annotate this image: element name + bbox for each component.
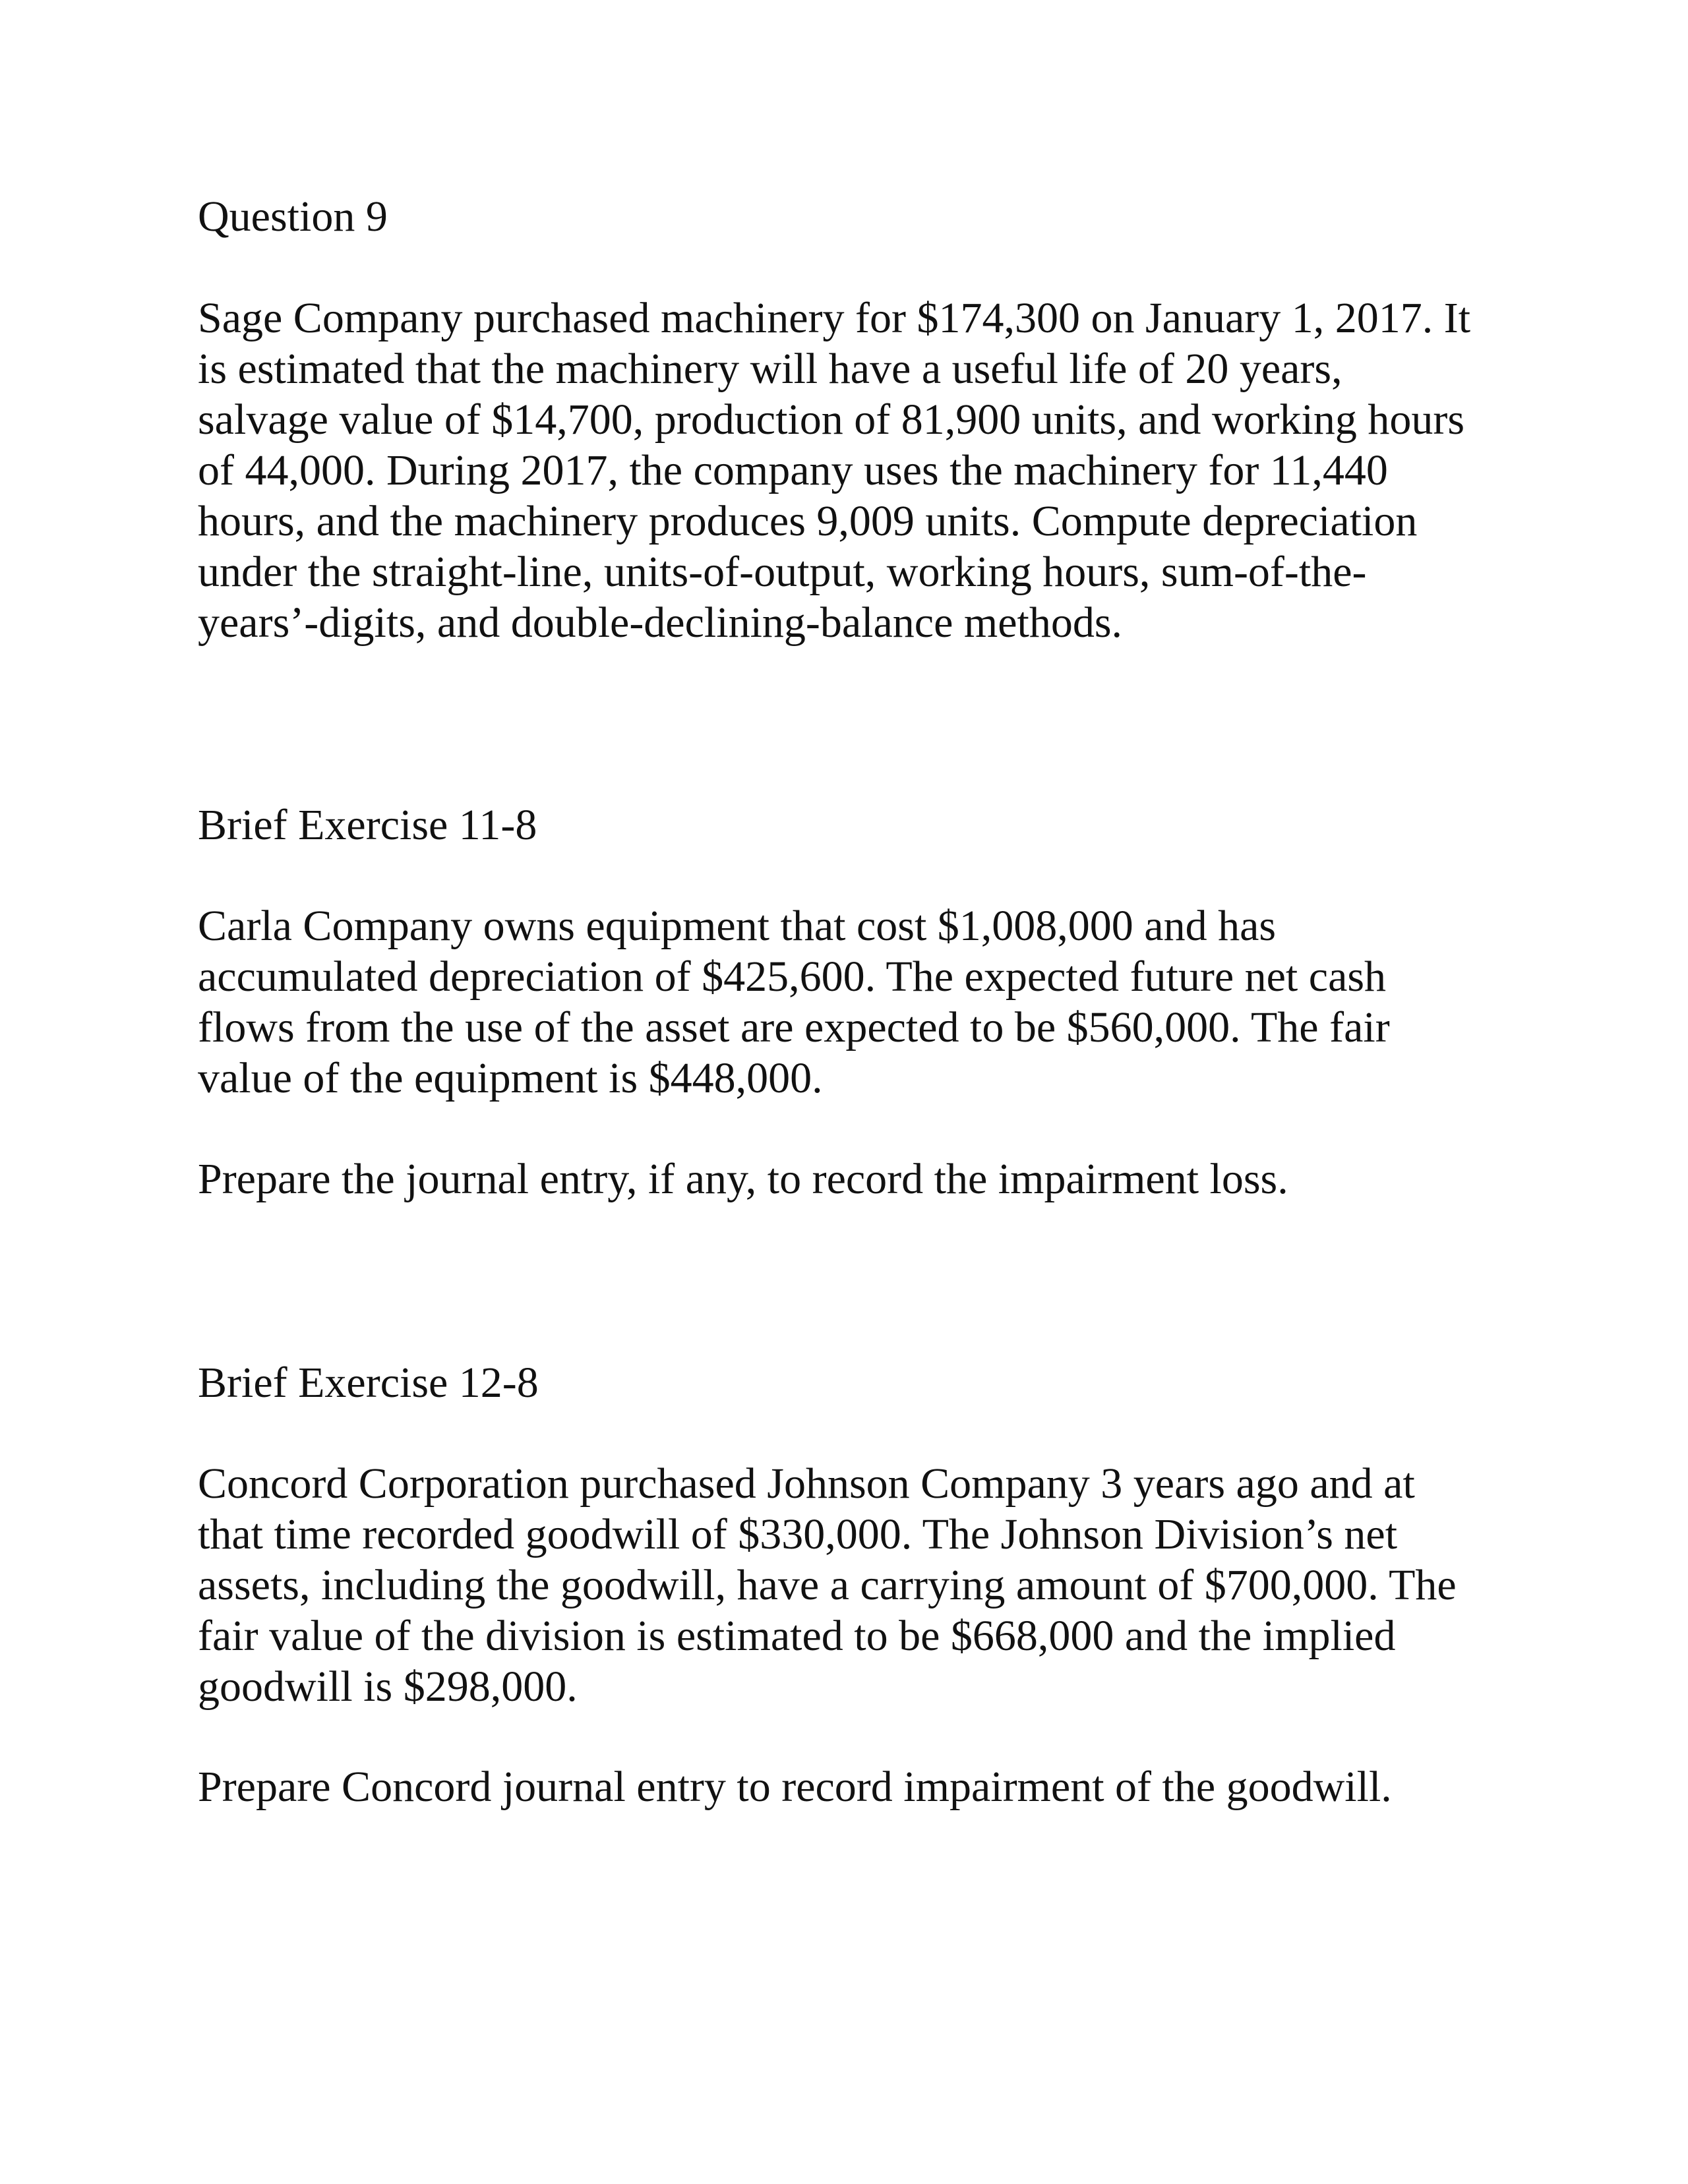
brief-exercise-11-8-task: [198, 1154, 1288, 1204]
text-line: that time recorded goodwill of $330,000. The Johnson Division’s net: [198, 1510, 1398, 1558]
text-line: is estimated that the machinery will have a useful life of 20 years,: [198, 345, 1342, 393]
text-line: goodwill is $298,000.: [198, 1663, 578, 1711]
text-line: Carla Company owns equipment that cost $1,008,000 and has: [198, 902, 1277, 950]
text-line: Prepare Concord journal entry to record impairment of the goodwill.: [198, 1763, 1392, 1811]
text-line: Concord Corporation purchased Johnson Company 3 years ago and at: [198, 1460, 1415, 1508]
brief-exercise-12-8-heading: Brief Exercise 12-8: [198, 1359, 539, 1407]
text-line: Sage Company purchased machinery for $174,300 on January 1, 2017. It: [198, 294, 1471, 342]
brief-exercise-11-8-heading: Brief Exercise 11-8: [198, 801, 537, 849]
question-9-text: [198, 293, 1470, 648]
text-line: value of the equipment is $448,000.: [198, 1054, 823, 1102]
text-line: accumulated depreciation of $425,600. The expected future net cash: [198, 953, 1387, 1001]
text-line: of 44,000. During 2017, the company uses the machinery for 11,440: [198, 446, 1388, 494]
text-line: assets, including the goodwill, have a carrying amount of $700,000. The: [198, 1561, 1457, 1609]
text-line: fair value of the division is estimated to be $668,000 and the implied: [198, 1612, 1396, 1660]
brief-exercise-12-8-task: [198, 1761, 1392, 1812]
question-9-heading: Question 9: [198, 192, 388, 241]
text-line: flows from the use of the asset are expected to be $560,000. The fair: [198, 1003, 1390, 1051]
text-line: hours, and the machinery produces 9,009 units. Compute depreciation: [198, 497, 1418, 545]
text-line: under the straight-line, units-of-output, working hours, sum-of-the-: [198, 548, 1367, 596]
brief-exercise-12-8-text: [198, 1458, 1457, 1712]
text-line: Prepare the journal entry, if any, to record the impairment loss.: [198, 1155, 1288, 1203]
text-line: salvage value of $14,700, production of 81,900 units, and working hours: [198, 396, 1465, 444]
text-line: years’-digits, and double-declining-balance methods.: [198, 599, 1123, 647]
brief-exercise-11-8-text: [198, 900, 1390, 1104]
